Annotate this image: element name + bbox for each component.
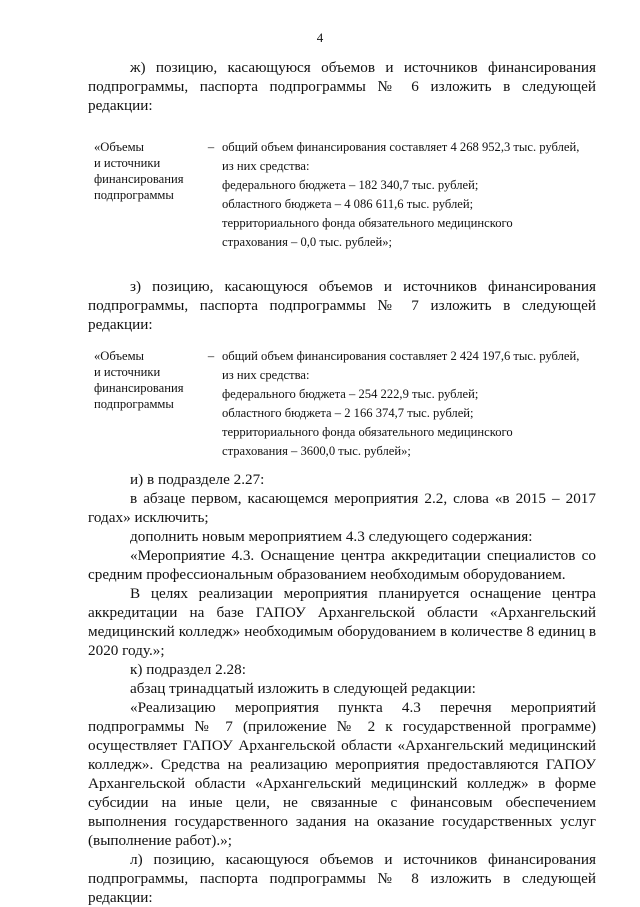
paragraph-i-1: в абзаце первом, касающемся мероприятия 2.2, слова «в 2015 – 2017 годах» исключить; — [88, 490, 596, 526]
paragraph-z: з) позицию, касающуюся объемов и источников финансирования подпрограммы, паспорта подпрограммы № 7 изложить в следующей редакции: — [88, 278, 596, 333]
financing-box-values: общий объем финансирования составляет 4 268 952,3 тыс. рублей, из них средства: федерального бюджета – 182 340,7 тыс. рублей; областного бюджета – 4 086 611,6 тыс. рублей; территориального фонда обязательного медицинского страхования – 0,0 тыс. рублей»; — [222, 140, 580, 249]
paragraph-i: и) в подразделе 2.27: — [130, 471, 265, 488]
financing-box-values: общий объем финансирования составляет 2 424 197,6 тыс. рублей, из них средства: федерального бюджета – 254 222,9 тыс. рублей; областного бюджета – 2 166 374,7 тыс. рублей; территориального фонда обязательного медицинского страхования – 3600,0 тыс. рублей»; — [222, 349, 580, 458]
paragraph-k: к) подраздел 2.28: — [130, 661, 246, 678]
financing-box-label: «Объемы и источники финансирования подпрограммы — [94, 140, 184, 202]
document-body — [88, 58, 596, 907]
financing-box-dash: – — [207, 140, 215, 154]
page-number: 4 — [316, 30, 324, 45]
paragraph-l: л) позицию, касающуюся объемов и источников финансирования подпрограммы, паспорта подпрограммы № 8 изложить в следующей редакции: — [88, 851, 596, 906]
financing-box-label: «Объемы и источники финансирования подпрограммы — [94, 349, 184, 411]
paragraph-k-2: «Реализацию мероприятия пункта 4.3 перечня мероприятий подпрограммы № 7 (приложение № 2 к государственной программе) осуществляет ГАПОУ Архангельской области «Архангельский медицинский колледж». Средства на реализацию мероприятия предоставляются ГАПОУ Архангельской области «Архангельский медицинский колледж» в форме субсидии на иные цели, не связанные с финансовым обеспечением выполнения государственного задания на оказание государственных услуг (выполнение работ).»; — [88, 699, 596, 849]
paragraph-zh: ж) позицию, касающуюся объемов и источников финансирования подпрограммы, паспорта подпрограммы № 6 изложить в следующей редакции: — [88, 59, 596, 114]
paragraph-i-2: дополнить новым мероприятием 4.3 следующего содержания: — [130, 528, 533, 545]
paragraph-i-3: «Мероприятие 4.3. Оснащение центра аккредитации специалистов со средним профессиональным образованием необходимым оборудованием. — [88, 547, 596, 583]
financing-box-subprogram-7 — [94, 348, 596, 462]
paragraph-i-4: В целях реализации мероприятия планируется оснащение центра аккредитации на базе ГАПОУ Архангельской области «Архангельский медицинский колледж» необходимым оборудованием в количестве 8 единиц в 2020 году.»; — [88, 585, 596, 659]
financing-box-subprogram-6 — [94, 139, 596, 253]
paragraph-k-1: абзац тринадцатый изложить в следующей редакции: — [130, 680, 476, 697]
financing-box-dash: – — [207, 349, 215, 363]
